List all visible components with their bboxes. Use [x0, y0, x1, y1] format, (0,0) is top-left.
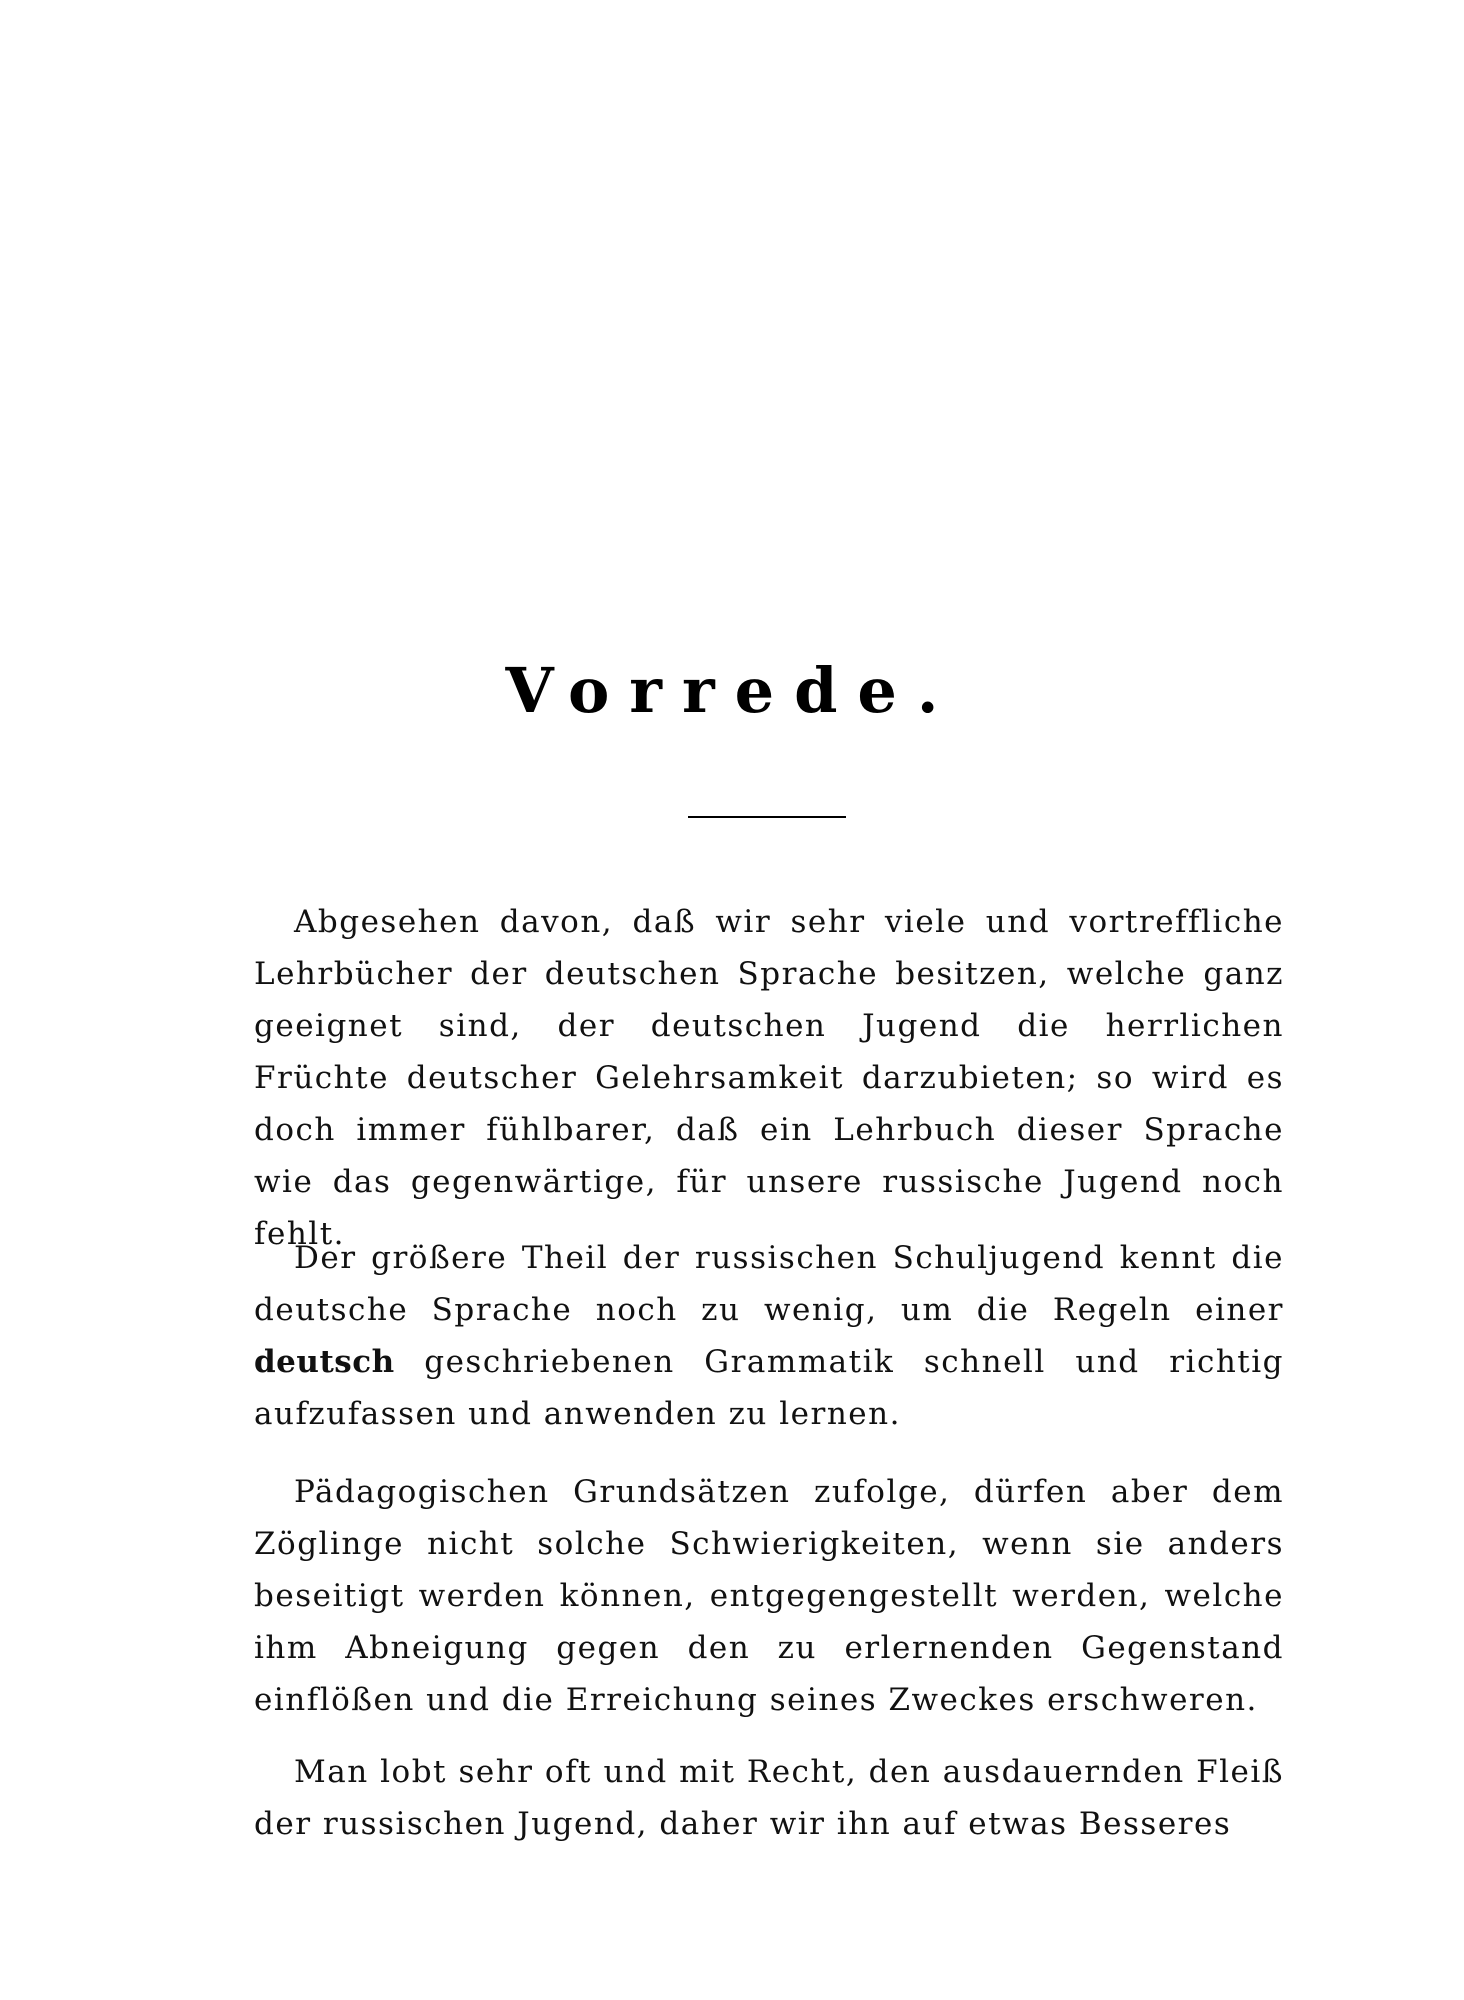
paragraph-3 — [254, 1466, 1284, 1726]
paragraph-2-emphasis: deutsch — [254, 1344, 395, 1380]
paragraph-4-text: Man lobt sehr oft und mit Recht, den ausdauernden Fleiß der russischen Jugend, daher wir ihn auf etwas Besseres — [254, 1754, 1284, 1842]
paragraph-3-text: Pädagogischen Grundsätzen zufolge, dürfen aber dem Zöglinge nicht solche Schwierigkeiten, wenn sie anders beseitigt werden können, entgegengestellt werden, welche ihm Abneigung gegen den zu erlernenden Gegenstand einflößen und die Erreichung seines Zweckes erschweren. — [254, 1474, 1284, 1718]
paragraph-2 — [254, 1232, 1284, 1440]
paragraph-2-text-before: Der größere Theil der russischen Schuljugend kennt die deutsche Sprache noch zu wenig, um die Regeln einer — [254, 1240, 1284, 1328]
paragraph-1-text: Abgesehen davon, daß wir sehr viele und vortreffliche Lehrbücher der deutschen Sprache besitzen, welche ganz geeignet sind, der deutschen Jugend die herrlichen Früchte deutscher Gelehrsamkeit darzubieten; so wird es doch immer fühlbarer, daß ein Lehrbuch dieser Sprache wie das gegenwärtige, für unsere russische Jugend noch fehlt. — [254, 904, 1284, 1252]
page-title: Vorrede. — [505, 654, 959, 727]
title-divider — [688, 816, 846, 818]
paragraph-2-text-after: geschriebenen Grammatik schnell und richtig aufzufassen und anwenden zu lernen. — [254, 1344, 1285, 1432]
paragraph-4 — [254, 1746, 1284, 1850]
paragraph-1 — [254, 896, 1284, 1260]
